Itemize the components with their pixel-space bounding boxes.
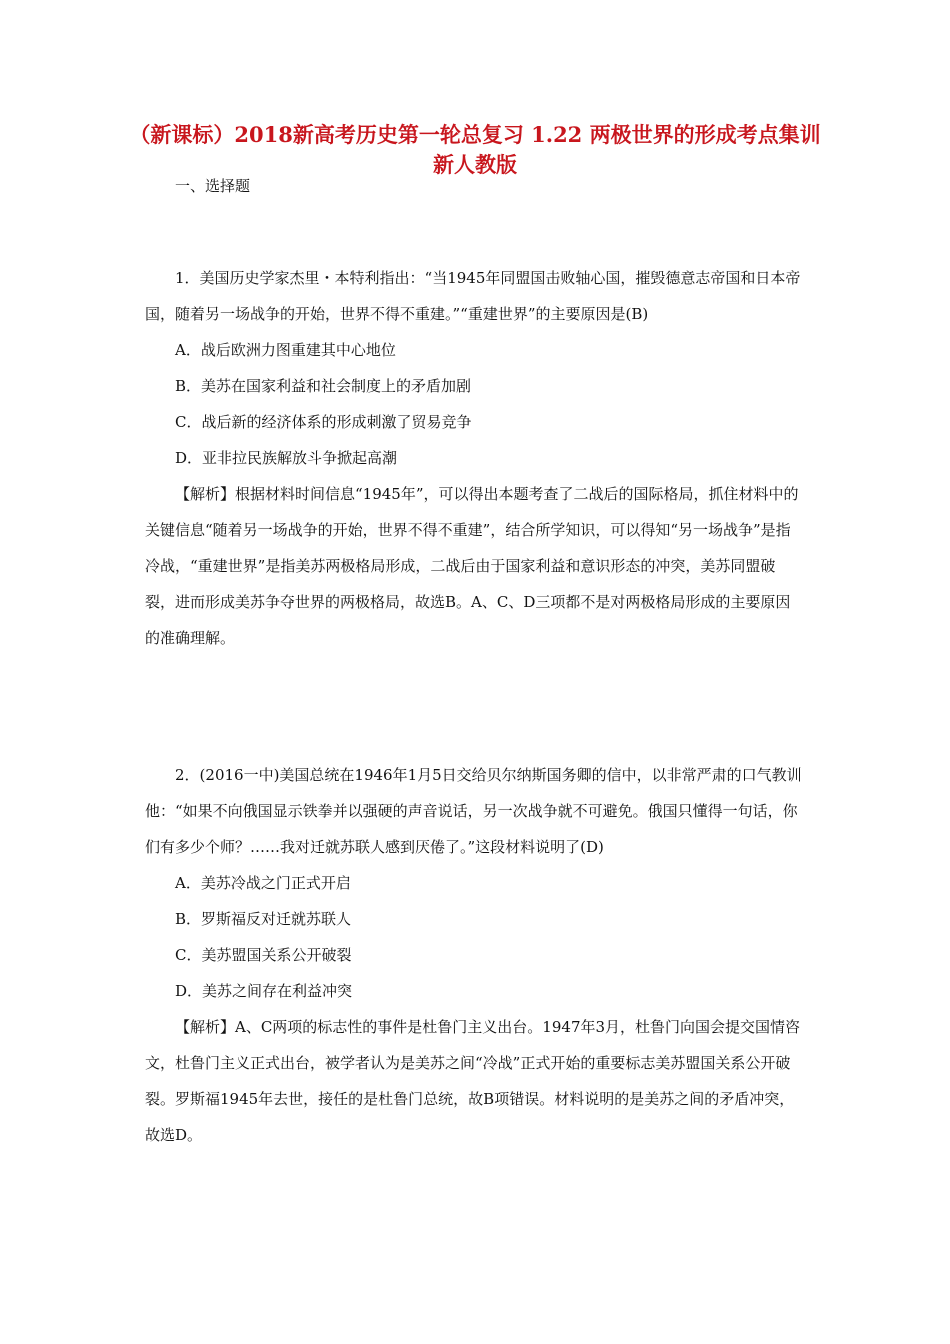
question-1 <box>145 260 805 656</box>
question-1-option-d: D．亚非拉民族解放斗争掀起高潮 <box>175 449 398 467</box>
question-1-option-a: A．战后欧洲力图重建其中心地位 <box>175 341 396 359</box>
question-1-stem: 1．美国历史学家杰里・本特利指出：“当1945年同盟国击败轴心国，摧毁德意志帝国和日本帝国，随着另一场战争的开始，世界不得不重建。”“重建世界”的主要原因是(B) <box>145 269 801 323</box>
question-1-option-c: C．战后新的经济体系的形成刺激了贸易竞争 <box>175 413 472 431</box>
section-heading: 一、选择题 <box>175 177 251 195</box>
question-2-option-c: C．美苏盟国关系公开破裂 <box>175 946 352 964</box>
question-1-option-b: B．美苏在国家利益和社会制度上的矛盾加剧 <box>175 377 472 395</box>
question-2-stem: 2．(2016一中)美国总统在1946年1月5日交给贝尔纳斯国务卿的信中，以非常严肃的口气教训他：“如果不向俄国显示铁拳并以强硬的声音说话，另一次战争就不可避免。俄国只懂得一句话，你们有多少个师？……我对迁就苏联人感到厌倦了。”这段材料说明了(D) <box>145 766 802 856</box>
question-1-analysis: 【解析】根据材料时间信息“1945年”，可以得出本题考查了二战后的国际格局，抓住材料中的关键信息“随着另一场战争的开始，世界不得不重建”，结合所学知识，可以得知“另一场战争”是指冷战，“重建世界”是指美苏两极格局形成，二战后由于国家利益和意识形态的冲突，美苏同盟破裂，进而形成美苏争夺世界的两极格局，故选B。A、C、D三项都不是对两极格局形成的主要原因的准确理解。 <box>145 485 799 647</box>
question-2-analysis: 【解析】A、C两项的标志性的事件是杜鲁门主义出台。1947年3月，杜鲁门向国会提交国情咨文，杜鲁门主义正式出台，被学者认为是美苏之间“冷战”正式开始的重要标志美苏盟国关系公开破裂。罗斯福1945年去世，接任的是杜鲁门总统，故B项错误。材料说明的是美苏之间的矛盾冲突，故选D。 <box>145 1018 801 1144</box>
question-2-option-d: D．美苏之间存在利益冲突 <box>175 982 353 1000</box>
question-2-option-a: A．美苏冷战之门正式开启 <box>175 874 351 892</box>
document-title: （新课标）2018新高考历史第一轮总复习 1.22 两极世界的形成考点集训 新人教版 <box>129 122 821 177</box>
question-2-option-b: B．罗斯福反对迁就苏联人 <box>175 910 352 928</box>
question-2 <box>145 757 805 1153</box>
